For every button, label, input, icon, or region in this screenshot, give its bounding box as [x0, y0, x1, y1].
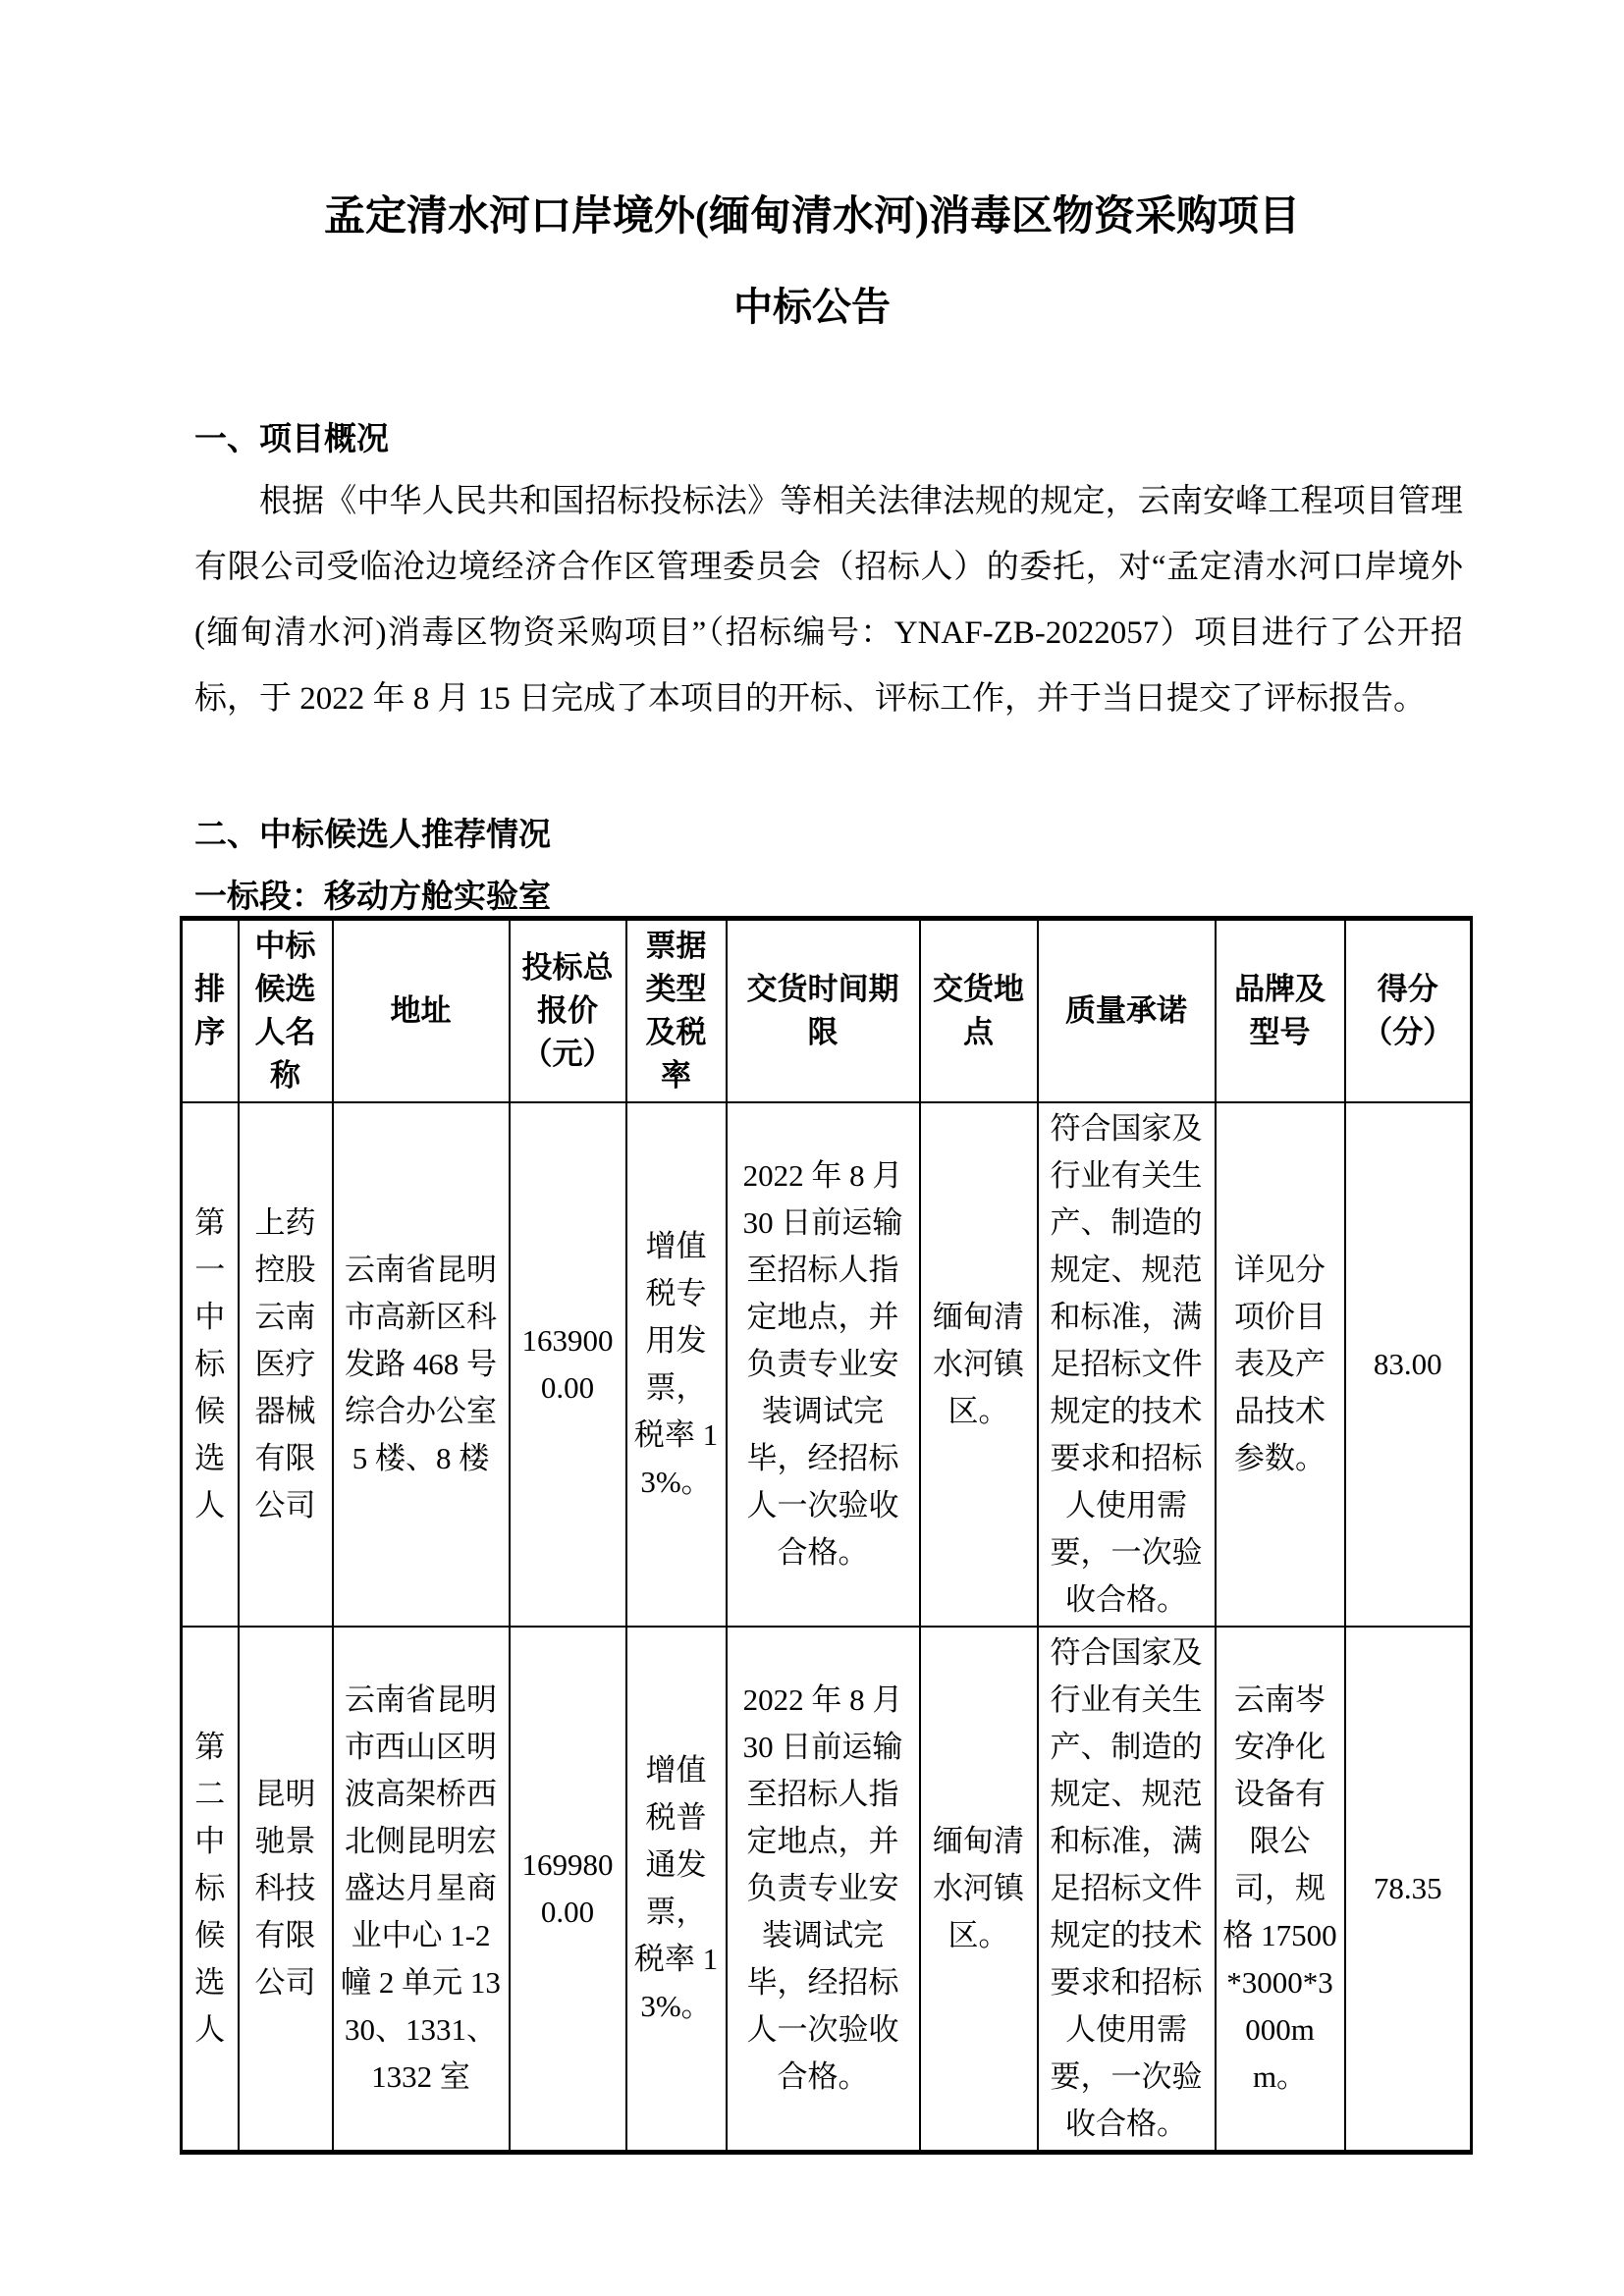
col-header-quality-commitment: 质量承诺 — [1038, 919, 1216, 1102]
lot-1-heading: 一标段：移动方舱实验室 — [194, 880, 551, 915]
cell-address-2: 云南省昆明市西山区明波高架桥西北侧昆明宏盛达月星商业中心 1-2 幢 2 单元 1330、1331、1332 室 — [333, 1627, 510, 2153]
cell-name-1: 上药控股云南医疗器械有限公司 — [239, 1102, 333, 1627]
cell-score-2: 78.35 — [1345, 1627, 1472, 2153]
cell-quality-1: 符合国家及行业有关生产、制造的规定、规范和标准，满足招标文件规定的技术要求和招标人使用需要，一次验收合格。 — [1038, 1102, 1216, 1627]
col-header-invoice-type: 票据类型及税率 — [626, 919, 727, 1102]
cell-rank-2: 第二中标候选人 — [182, 1627, 239, 2153]
cell-address-1: 云南省昆明市高新区科发路 468 号综合办公室 5 楼、8 楼 — [333, 1102, 510, 1627]
col-header-score: 得分（分） — [1345, 919, 1472, 1102]
col-header-delivery-time: 交货时间期限 — [727, 919, 920, 1102]
section-2-heading: 二、中标候选人推荐情况 — [194, 818, 551, 853]
col-header-bid-price: 投标总报价（元） — [510, 919, 626, 1102]
col-header-brand-model: 品牌及型号 — [1216, 919, 1345, 1102]
cell-delivery-place-2: 缅甸清水河镇区。 — [920, 1627, 1038, 2153]
section-1-heading: 一、项目概况 — [194, 422, 389, 457]
cell-name-2: 昆明驰景科技有限公司 — [239, 1627, 333, 2153]
col-header-rank: 排序 — [182, 919, 239, 1102]
cell-delivery-place-1: 缅甸清水河镇区。 — [920, 1102, 1038, 1627]
cell-brand-1: 详见分项价目表及产品技术参数。 — [1216, 1102, 1345, 1627]
table-header-row — [182, 919, 1472, 1102]
col-header-candidate-name: 中标候选人名称 — [239, 919, 333, 1102]
col-header-delivery-place: 交货地点 — [920, 919, 1038, 1102]
cell-score-1: 83.00 — [1345, 1102, 1472, 1627]
cell-price-1: 1639000.00 — [510, 1102, 626, 1627]
cell-invoice-1: 增值税专用发票，税率 13%。 — [626, 1102, 727, 1627]
cell-price-2: 1699800.00 — [510, 1627, 626, 2153]
doc-title-line-2: 中标公告 — [733, 285, 891, 329]
table-row-candidate-1 — [182, 1102, 1472, 1627]
cell-invoice-2: 增值税普通发票，税率 13%。 — [626, 1627, 727, 2153]
cell-rank-1: 第一中标候选人 — [182, 1102, 239, 1627]
doc-title-line-1: 孟定清水河口岸境外(缅甸清水河)消毒区物资采购项目 — [324, 194, 1300, 240]
col-header-address: 地址 — [333, 919, 510, 1102]
cell-quality-2: 符合国家及行业有关生产、制造的规定、规范和标准，满足招标文件规定的技术要求和招标人使用需要，一次验收合格。 — [1038, 1627, 1216, 2153]
section-1-paragraph: 根据《中华人民共和国招标投标法》等相关法律法规的规定，云南安峰工程项目管理有限公司受临沧边境经济合作区管理委员会（招标人）的委托，对“孟定清水河口岸境外(缅甸清水河)消毒区物资采购项目”（招标编号：YNAF-ZB-2022057）项目进行了公开招标，于 2022 年 8 月 15 日完成了本项目的开标、评标工作，并于当日提交了评标报告。 — [194, 484, 1463, 717]
table-row-candidate-2 — [182, 1627, 1472, 2153]
cell-delivery-time-1: 2022 年 8 月 30 日前运输至招标人指定地点，并负责专业安装调试完毕，经招标人一次验收合格。 — [727, 1102, 920, 1627]
cell-brand-2: 云南岑安净化设备有限公司，规格 17500*3000*3000mm。 — [1216, 1627, 1345, 2153]
cell-delivery-time-2: 2022 年 8 月 30 日前运输至招标人指定地点，并负责专业安装调试完毕，经招标人一次验收合格。 — [727, 1627, 920, 2153]
bid-candidates-table — [180, 916, 1473, 2155]
